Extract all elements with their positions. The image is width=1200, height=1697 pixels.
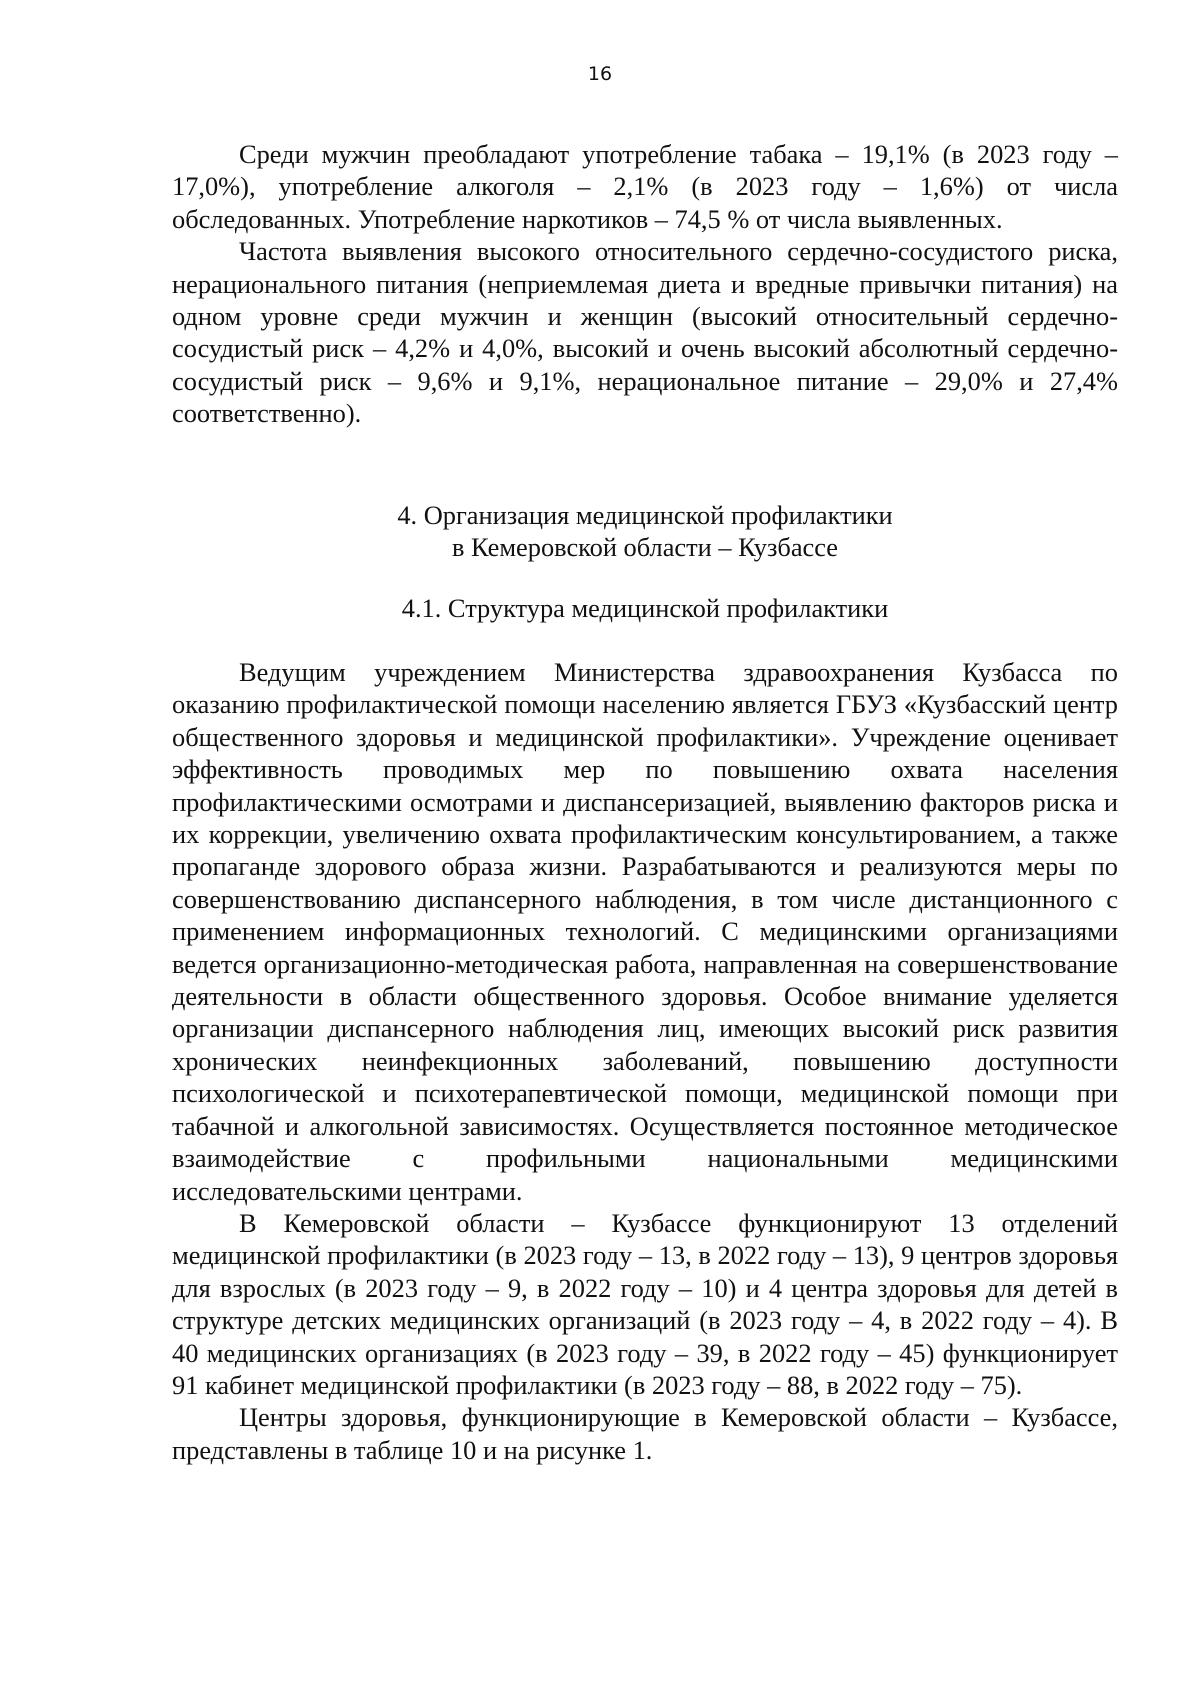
- page-number: 16: [587, 63, 613, 85]
- section-heading-line-1: 4. Организация медицинской профилактики: [397, 500, 893, 530]
- main-text-block: [172, 656, 1118, 1466]
- paragraph-table-reference: Центры здоровья, функционирующие в Кемеровской области – Кузбассе, представлены в таблице 10 и на рисунке 1.: [172, 1402, 1118, 1465]
- subsection-heading: 4.1. Структура медицинской профилактики: [401, 593, 889, 623]
- paragraph-prevention-centers: В Кемеровской области – Кузбассе функционируют 13 отделений медицинской профилактики (в 2023 году – 13, в 2022 году – 13), 9 центров здоровья для взрослых (в 2023 году – 9, в 2022 году – 10) и 4 центра здоровья для детей в структуре детских медицинских организаций (в 2023 году – 4, в 2022 году – 4). В 40 медицинских организациях (в 2023 году – 39, в 2022 году – 45) функционирует 91 кабинет медицинской профилактики (в 2023 году – 88, в 2022 году – 75).: [172, 1207, 1118, 1400]
- paragraph-cardiovascular-risk: Частота выявления высокого относительного сердечно-сосудистого риска, нерационального питания (неприемлемая диета и вредные привычки питания) на одном уровне среди мужчин и женщин (высокий относительный сердечно-сосудистый риск – 4,2% и 4,0%, высокий и очень высокий абсолютный сердечно-сосудистый риск – 9,6% и 9,1%, нерациональное питание – 29,0% и 27,4% соответственно).: [172, 236, 1118, 429]
- subsection-heading-block: [172, 592, 1118, 624]
- paragraph-smoking-alcohol: Среди мужчин преобладают употребление табака – 19,1% (в 2023 году – 17,0%), употребление алкоголя – 2,1% (в 2023 году – 1,6%) от числа обследованных. Употребление наркотиков – 74,5 % от числа выявленных.: [172, 139, 1118, 234]
- intro-text-block: [172, 138, 1118, 430]
- section-heading: [172, 499, 1118, 564]
- section-heading-line-2: в Кемеровской области – Кузбассе: [451, 532, 839, 563]
- paragraph-leading-institution: Ведущим учреждением Министерства здравоохранения Кузбасса по оказанию профилактической помощи населению является ГБУЗ «Кузбасский центр общественного здоровья и медицинской профилактики». Учреждение оценивает эффективность проводимых мер по повышению охвата населения профилактическими осмотрами и диспансеризацией, выявлению факторов риска и их коррекции, увеличению охвата профилактическим консультированием, а также пропаганде здорового образа жизни. Разрабатываются и реализуются меры по совершенствованию диспансерного наблюдения, в том числе дистанционного с применением информационных технологий. С медицинскими организациями ведется организационно-методическая работа, направленная на совершенствование деятельности в области общественного здоровья. Особое внимание уделяется организации диспансерного наблюдения лиц, имеющих высокий риск развития хронических неинфекционных заболеваний, повышению доступности психологической и психотерапевтической помощи, медицинской помощи при табачной и алкогольной зависимостях. Осуществляется постоянное методическое взаимодействие с профильными национальными медицинскими исследовательскими центрами.: [172, 657, 1118, 1206]
